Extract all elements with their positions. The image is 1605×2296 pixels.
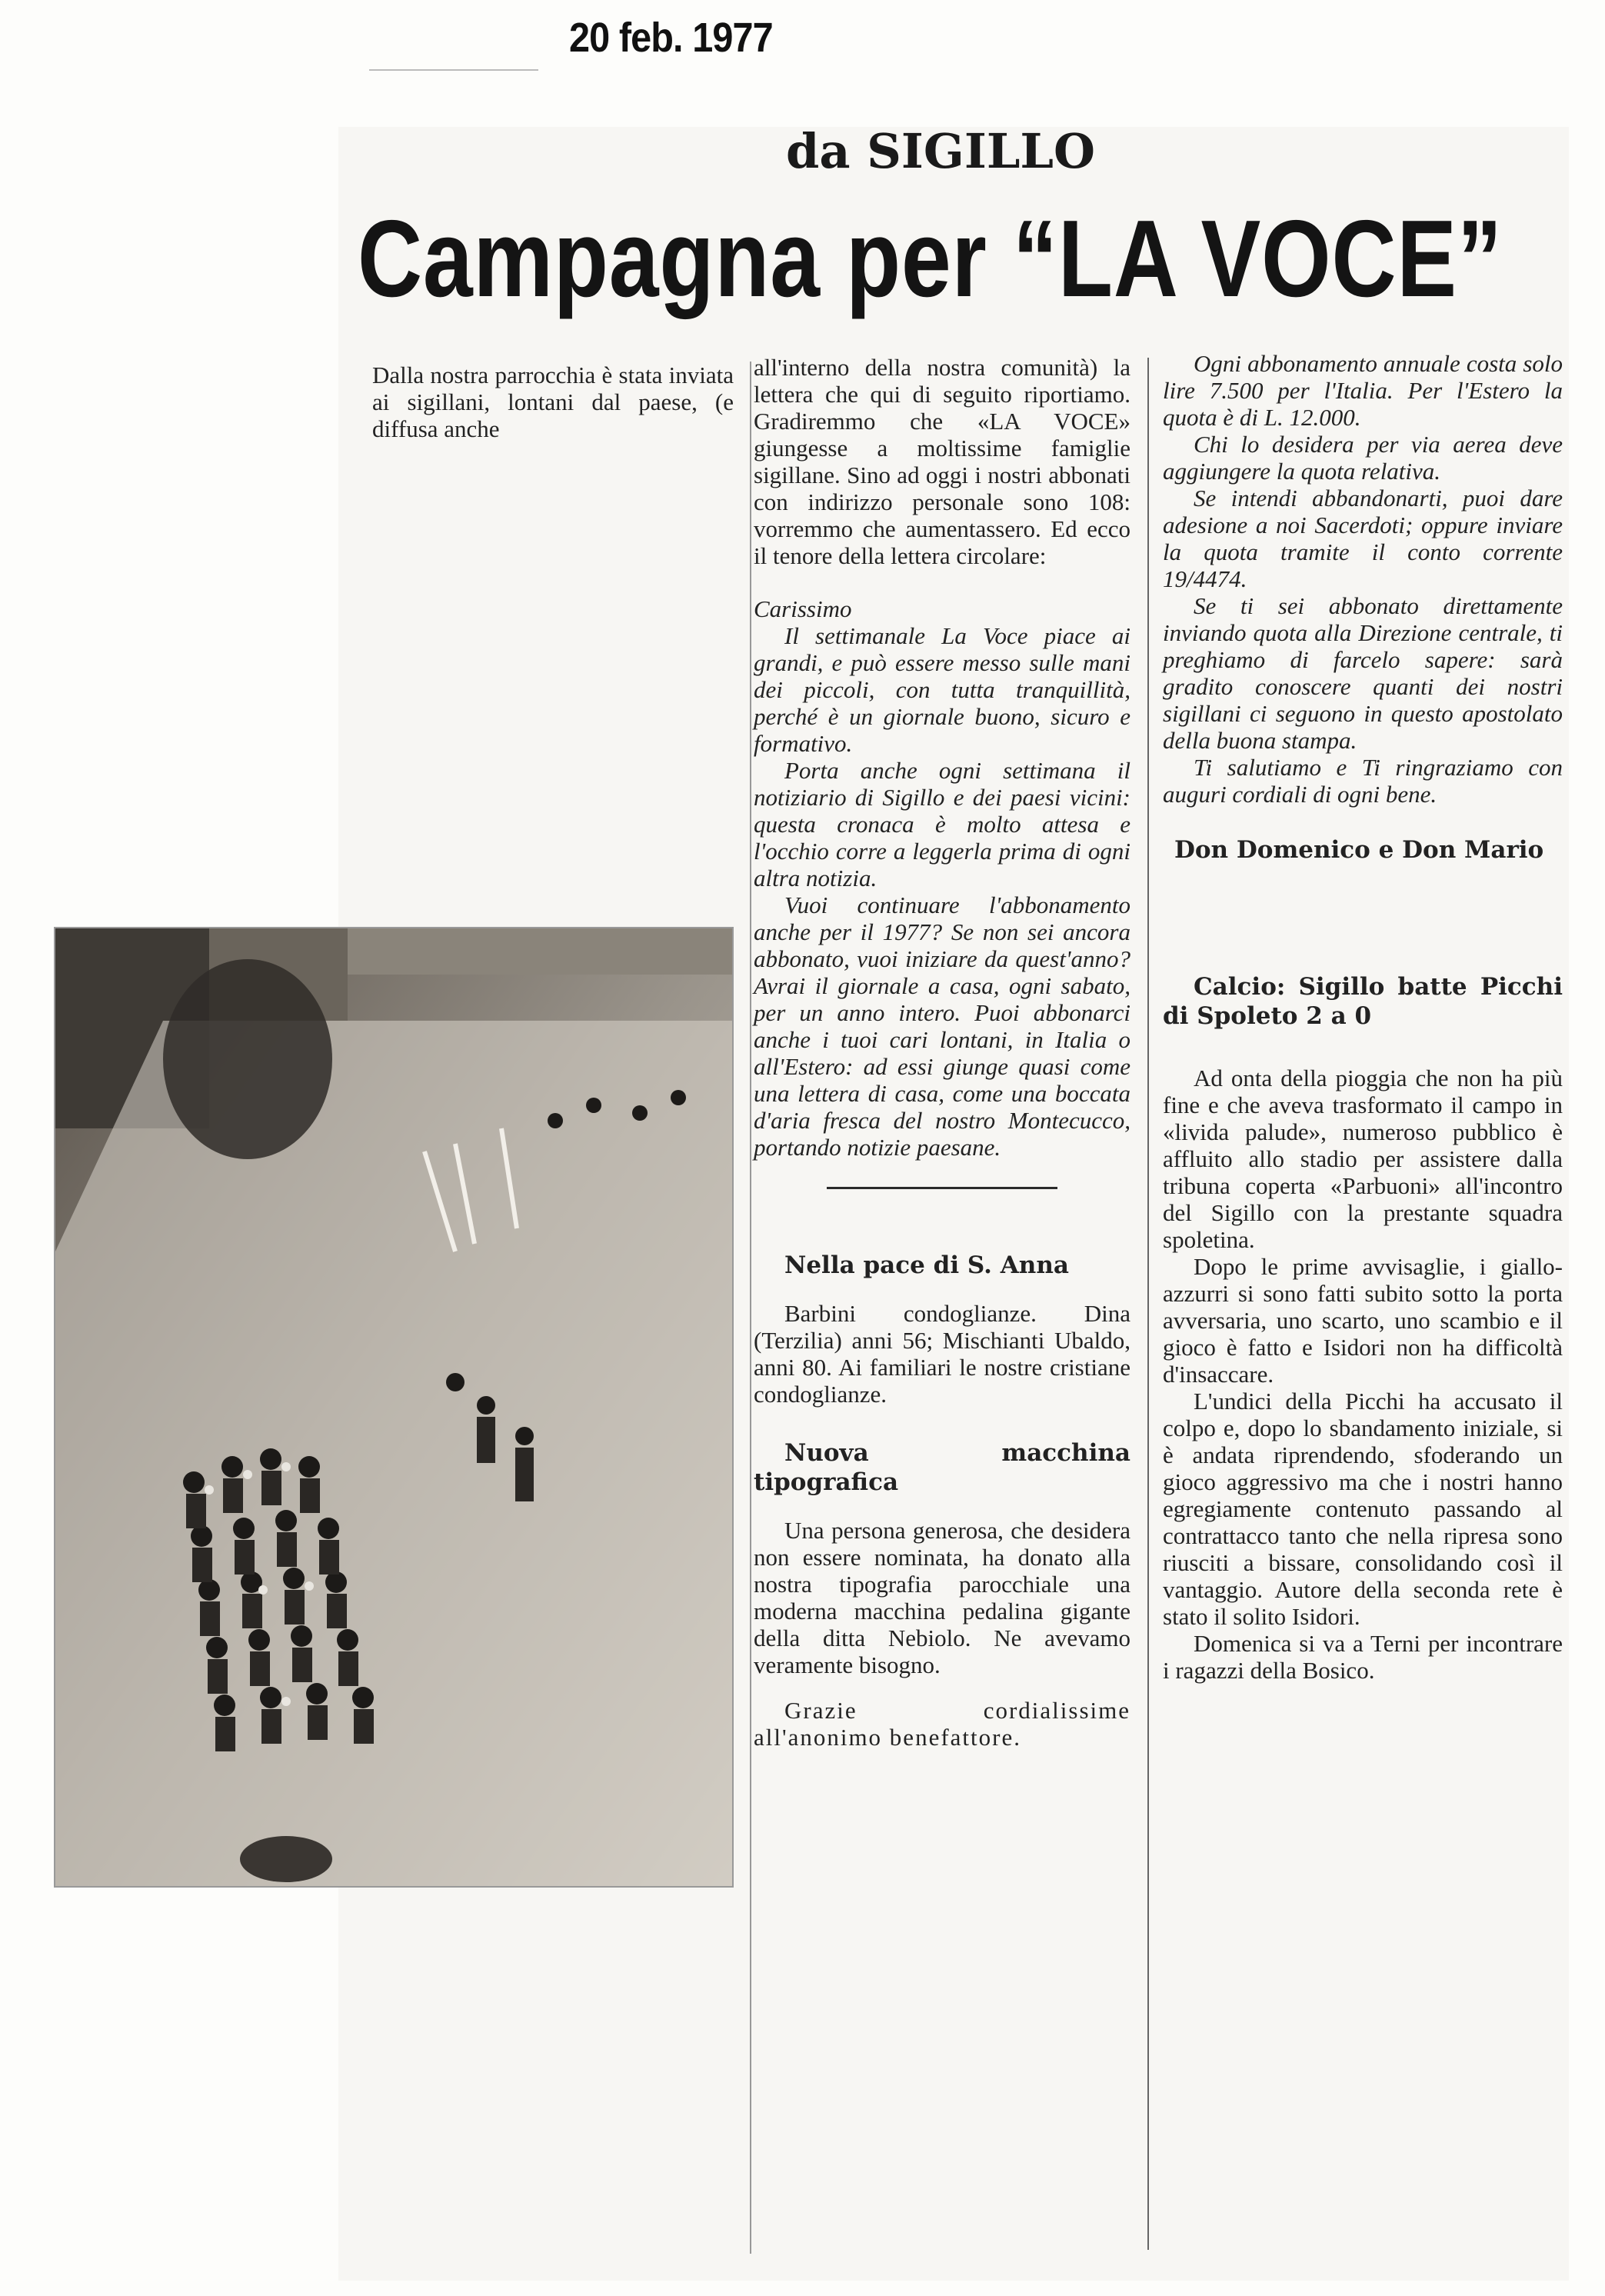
subscription-text: Chi lo desidera per via aerea deve aggiungere la quota relativa. bbox=[1163, 431, 1563, 485]
press-title: Nuova macchina tipografica bbox=[754, 1439, 1130, 1496]
subscription-text: Ti salutiamo e Ti ringraziamo con auguri cordiali di ogni bene. bbox=[1163, 754, 1563, 808]
article-kicker: da SIGILLO bbox=[786, 123, 1096, 179]
column-middle bbox=[754, 354, 1130, 1751]
subscription-text: Se intendi abbandonarti, puoi dare adesione a noi Sacerdoti; oppure inviare la quota tramite il conto corrente 19/4474. bbox=[1163, 485, 1563, 592]
sport-text: Domenica si va a Terni per incontrare i ragazzi della Bosico. bbox=[1163, 1630, 1563, 1684]
article-intro: Dalla nostra parrocchia è stata inviata ai sigillani, lontani dal paese, (e diffusa anche bbox=[372, 362, 734, 442]
obituary-text: Barbini condoglianze. Dina (Terzilia) anni 56; Mischianti Ubaldo, anni 80. Ai familiari le nostre cristiane condoglianze. bbox=[754, 1300, 1130, 1408]
press-text: Una persona generosa, che desidera non essere nominata, ha donato alla nostra tipografia parocchiale una moderna macchina pedalina gigante della ditta Nebiolo. Ne avevamo veramente bisogno. bbox=[754, 1517, 1130, 1678]
letter-salutation: Carissimo bbox=[754, 595, 852, 622]
article-signature: Don Domenico e Don Mario bbox=[1174, 836, 1544, 864]
obituary-title: Nella pace di S. Anna bbox=[784, 1251, 1069, 1279]
letter-paragraph: Vuoi continuare l'abbonamento anche per il 1977? Se non sei ancora abbonato, vuoi iniziare da quest'anno? Avrai il giornale a casa, ogni sabato, per un anno intero. Puoi abbonarci anche i tuoi cari lontani, in Italia o all'Estero: ad essi giunge quasi come una lettera di casa, come una boccata d'aria fresca del nostro Montecucco, portando notizie paesane. bbox=[754, 891, 1130, 1161]
procession-photo bbox=[54, 927, 734, 1888]
date-stamp: 20 feb. 1977 bbox=[569, 15, 773, 61]
press-thanks: Grazie cordialissime all'anonimo benefattore. bbox=[754, 1697, 1130, 1751]
column-right bbox=[1163, 350, 1563, 1684]
divider-line bbox=[369, 69, 538, 71]
sport-title: Calcio: Sigillo batte Picchi di Spoleto 2 a 0 bbox=[1163, 973, 1563, 1030]
sport-text: Dopo le prime avvisaglie, i giallo-azzurri si sono fatti subito sotto la porta avversaria, uno scarto, uno scambio e il gioco è fatto e Isidori non ha difficoltà d'insaccare. bbox=[1163, 1253, 1563, 1388]
letter-paragraph: Porta anche ogni settimana il notiziario di Sigillo e dei paesi vicini: questa cronaca è molto attesa e l'occhio corre a leggerla prima di ogni altra notizia. bbox=[754, 757, 1130, 891]
article-text: all'interno della nostra comunità) la lettera che qui di seguito riportiamo. Gradiremmo che «LA VOCE» giungesse a moltissime famiglie sigillane. Sino ad oggi i nostri abbonati con indirizzo personale sono 108: vorremmo che aumentassero. Ed ecco il tenore della lettera circolare: bbox=[754, 354, 1130, 569]
letter-paragraph: Il settimanale La Voce piace ai grandi, e può essere messo sulle mani dei piccoli, con tutta tranquillità, perché è un giornale buono, sicuro e formativo. bbox=[754, 622, 1130, 757]
sport-text: L'undici della Picchi ha accusato il colpo e, dopo lo sbandamento iniziale, si è andata riprendendo, sfoderando un gioco aggressivo ma che i nostri hanno egregiamente contenuto passando al contrattacco tanto che nella ripresa sono riusciti a bissare, consolidando così il vantaggio. Autore della seconda rete è stato il solito Isidori. bbox=[1163, 1388, 1563, 1630]
sport-text: Ad onta della pioggia che non ha più fine e che aveva trasformato il campo in «livida palude», numeroso pubblico è affluito allo stadio per assistere dalla tribuna coperta «Parbuoni» all'incontro del Sigillo con la prestante squadra spoletina. bbox=[1163, 1065, 1563, 1253]
column-rule bbox=[1147, 358, 1149, 2250]
article-headline: Campagna per “LA VOCE” bbox=[358, 198, 1503, 320]
subscription-text: Se ti sei abbonato direttamente inviando quota alla Direzione centrale, ti preghiamo di farcelo sapere: sarà gradito conoscere quanti dei nostri sigillani ci seguono in questo apostolato della buona stampa. bbox=[1163, 592, 1563, 754]
subscription-text: Ogni abbonamento annuale costa solo lire 7.500 per l'Italia. Per l'Estero la quota è di L. 12.000. bbox=[1163, 350, 1563, 431]
column-rule bbox=[750, 362, 751, 2254]
